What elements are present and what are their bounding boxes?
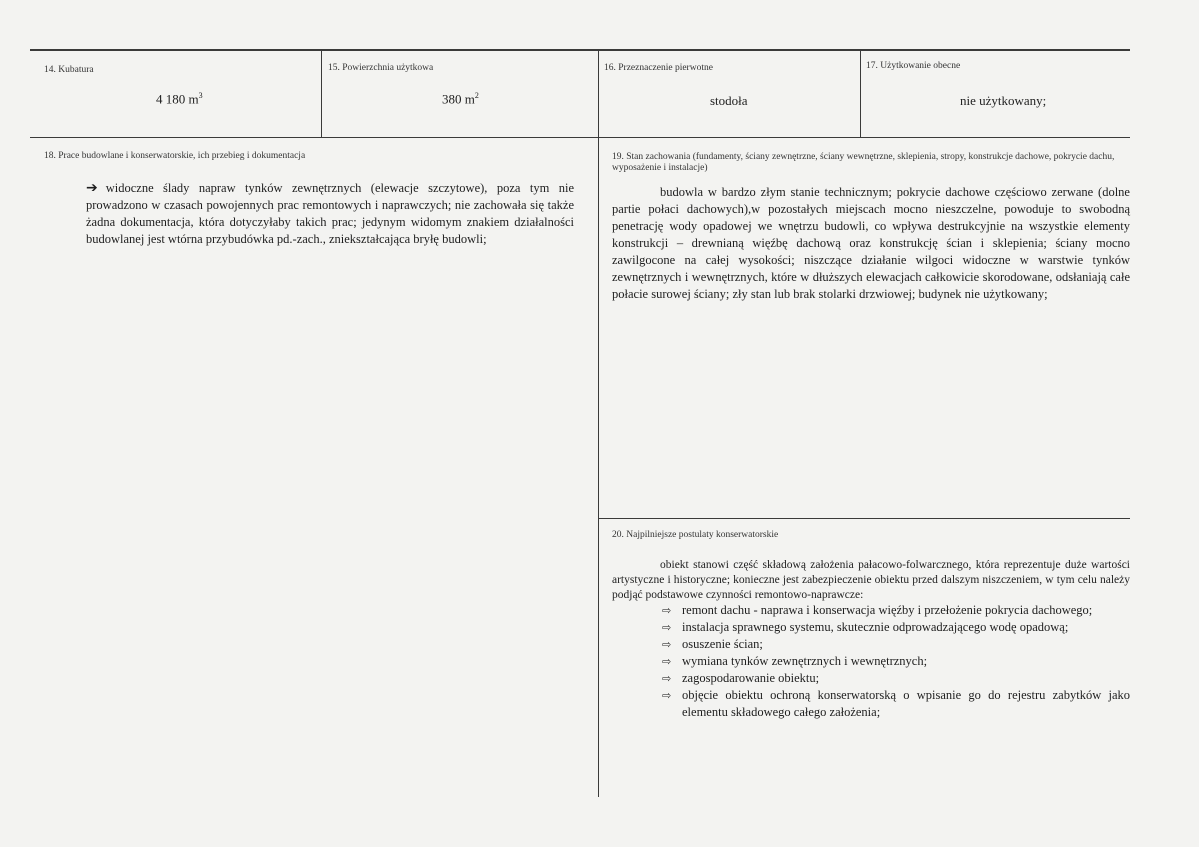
arrow-outline-icon: ⇨ bbox=[662, 604, 672, 617]
s20-intro: obiekt stanowi część składową założenia pałacowo-folwarcznego, która reprezentuje duże wartości artystyczne i historyczne; konieczne jest zabezpieczenie obiektu przed dalszym niszczeniem, w tym celu należy podjąć podstawowe czynności remontowo-naprawcze: bbox=[612, 559, 1130, 601]
arrow-outline-icon: ⇨ bbox=[662, 621, 672, 634]
kubatura-label: 14. Kubatura bbox=[44, 65, 94, 75]
list-item: ⇨ objęcie obiektu ochroną konserwatorską o wpisanie go do rejestru zabytków jako elementu składowego całego założenia; bbox=[662, 688, 1130, 719]
przeznaczenie-value: stodoła bbox=[710, 93, 748, 108]
list-item: ⇨ wymiana tynków zewnętrznych i wewnętrznych; bbox=[662, 654, 928, 668]
divider-16-17 bbox=[860, 49, 861, 138]
kubatura-value: 4 180 $m^3$ bbox=[156, 91, 203, 107]
arrow-outline-icon: ⇨ bbox=[662, 689, 672, 702]
divider-14-15 bbox=[321, 49, 322, 138]
s20-label: 20. Najpilniejsze postulaty konserwatorskie bbox=[612, 530, 779, 540]
przeznaczenie-label: 16. Przeznaczenie pierwotne bbox=[604, 63, 713, 73]
arrow-outline-icon: ⇨ bbox=[662, 638, 672, 651]
s18-text: ➔ widoczne ślady napraw tynków zewnętrznych (elewacje szczytowe), poza tym nie prowadzono w czasach powojennych prac remontowych i naprawczych; nie zachowała się także żadna dokumentacja, która dotyczyłaby takich prac; jedynym widomym znakiem działalności budowlanej jest wtórna przybudówka pd.-zach., zniekształcająca bryłę budowli; bbox=[86, 180, 574, 246]
arrow-outline-icon: ⇨ bbox=[662, 655, 672, 668]
arrow-outline-icon: ⇨ bbox=[662, 672, 672, 685]
uzytkowanie-value: nie użytkowany; bbox=[960, 93, 1047, 108]
s19-text: budowla w bardzo złym stanie technicznym; pokrycie dachowe częściowo zerwane (dolne partie połaci dachowych),w pozostałych miejscach mocno nieszczelne, powoduje to swobodną penetrację wody opadowej we wnętrzu budowli, co wpływa destrukcyjnie na wszystkie elementy konstrukcji – drewnianą więźbę dachową oraz konstrukcję ścian i sklepienia; ściany mocno zawilgocone na całej wysokości; niszczące działanie wilgoci widoczne w warstwie tynków zewnętrznych i wewnętrznych, które w dłuższych elewacjach całkowicie skorodowane, odsłaniają całe połacie surowej ściany; zły stan lub brak stolarki drzwiowej; budynek nie użytkowany; bbox=[612, 185, 1130, 301]
s20-list bbox=[662, 602, 1130, 721]
row1-bottom-rule bbox=[30, 137, 1130, 138]
top-rule bbox=[30, 49, 1130, 51]
list-item: ⇨ osuszenie ścian; bbox=[662, 637, 763, 651]
list-item: ⇨ zagospodarowanie obiektu; bbox=[662, 671, 820, 685]
s18-label: 18. Prace budowlane i konserwatorskie, ich przebieg i dokumentacja bbox=[44, 151, 306, 161]
s19-label: 19. Stan zachowania (fundamenty, ściany zewnętrzne, ściany wewnętrzne, sklepienia, stropy, konstrukcje dachowe, pokrycie dachu, wyposażenie i instalacje) bbox=[612, 152, 1115, 173]
powierzchnia-value: 380 $m^2$ bbox=[442, 91, 479, 107]
powierzchnia-label: 15. Powierzchnia użytkowa bbox=[328, 63, 434, 73]
list-item: ⇨ instalacja sprawnego systemu, skutecznie odprowadzającego wodę opadową; bbox=[662, 620, 1069, 634]
s19-s20-rule bbox=[598, 518, 1130, 519]
divider-15-16 bbox=[598, 49, 599, 138]
arrow-right-icon: ➔ bbox=[86, 180, 98, 196]
uzytkowanie-label: 17. Użytkowanie obecne bbox=[866, 61, 961, 71]
main-vertical-divider bbox=[598, 137, 599, 797]
list-item: ⇨ remont dachu - naprawa i konserwacja więźby i przełożenie pokrycia dachowego; bbox=[662, 603, 1093, 617]
